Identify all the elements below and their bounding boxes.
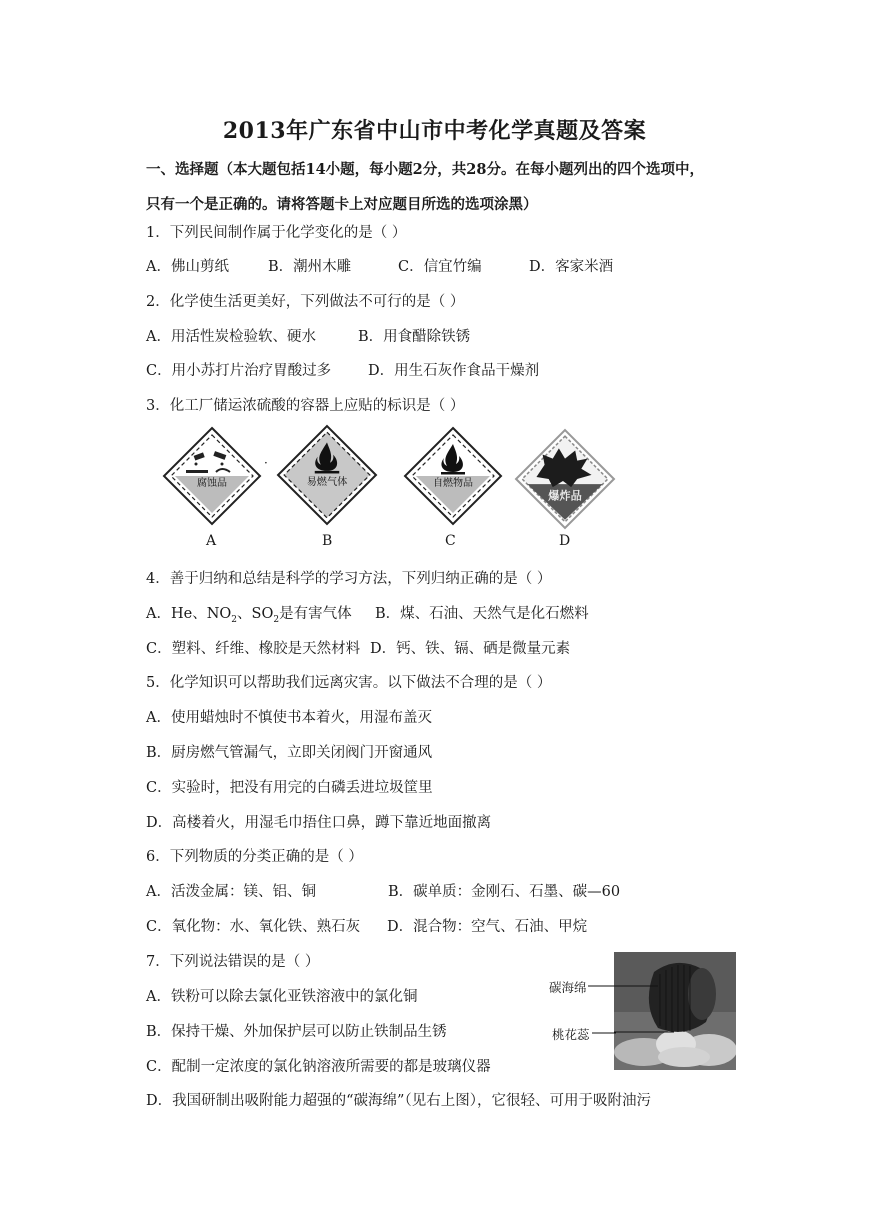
photo-label-carbon-sponge: 碳海绵 xyxy=(549,980,587,995)
explosive-sign xyxy=(514,428,616,530)
q4-option-c: C．塑料、纤维、橡胶是天然材料 xyxy=(146,641,361,657)
q6-stem: 6．下列物质的分类正确的是（ ） xyxy=(146,849,363,865)
q7-option-b: B．保持干燥、外加保护层可以防止铁制品生锈 xyxy=(146,1024,447,1040)
sign-d-letter: D xyxy=(559,533,571,549)
q2-option-d: D．用生石灰作食品干燥剂 xyxy=(368,363,540,379)
q6-option-b: B．碳单质：金刚石、石墨、碳—60 xyxy=(388,884,621,900)
flammable-gas-sign xyxy=(276,424,378,526)
q3-stem: 3．化工厂储运浓硫酸的容器上应贴的标识是（ ） xyxy=(146,398,465,414)
sign-b-letter: B xyxy=(322,533,333,549)
q1-option-c: C．信宜竹编 xyxy=(398,259,482,275)
sign-c-letter: C xyxy=(445,533,456,549)
q5-option-a: A．使用蜡烛时不慎使书本着火，用湿布盖灭 xyxy=(146,710,432,726)
sign-c-text: 自燃物品 xyxy=(433,478,473,489)
corrosive-sign xyxy=(162,426,262,526)
spontaneous-combustion-sign xyxy=(403,426,503,526)
q6-option-a: A．活泼金属：镁、铝、铜 xyxy=(146,884,316,900)
q5-option-b: B．厨房燃气管漏气，立即关闭阀门开窗通风 xyxy=(146,745,433,761)
q2-option-c: C．用小苏打片治疗胃酸过多 xyxy=(146,363,332,379)
q5-option-c: C．实验时，把没有用完的白磷丢进垃圾筐里 xyxy=(146,780,433,796)
q2-option-b: B．用食醋除铁锈 xyxy=(358,329,471,345)
pointer-line-sponge xyxy=(588,984,616,988)
q5-stem: 5．化学知识可以帮助我们远离灾害。以下做法不合理的是（ ） xyxy=(146,675,552,691)
separator-dot: · xyxy=(264,456,268,470)
q4-option-a: A．He、$NO_2$、$SO_2$是有害气体 xyxy=(146,606,352,625)
q1-option-b: B．潮州木雕 xyxy=(268,259,352,275)
q2-option-a: A．用活性炭检验软、硬水 xyxy=(146,329,316,345)
sign-a-text: 腐蚀品 xyxy=(197,478,227,489)
q6-option-d: D．混合物：空气、石油、甲烷 xyxy=(387,919,588,935)
q4-stem: 4．善于归纳和总结是科学的学习方法，下列归纳正确的是（ ） xyxy=(146,571,552,587)
q4-option-b: B．煤、石油、天然气是化石燃料 xyxy=(375,606,589,622)
photo-label-stamen: 桃花蕊 xyxy=(552,1027,590,1042)
q2-stem: 2．化学使生活更美好，下列做法不可行的是（ ） xyxy=(146,294,465,310)
q4-option-d: D．钙、铁、镉、硒是微量元素 xyxy=(370,641,571,657)
sign-d-text: 爆炸品 xyxy=(548,489,582,503)
q7-stem: 7．下列说法错误的是（ ） xyxy=(146,954,320,970)
section-heading-line2: 只有一个是正确的。请将答题卡上对应题目所选的选项涂黑） xyxy=(146,196,538,213)
q1-option-d: D．客家米酒 xyxy=(529,259,614,275)
q7-option-d: D．我国研制出吸附能力超强的“碳海绵”（见右上图），它很轻、可用于吸附油污 xyxy=(146,1093,651,1109)
sign-a-letter: A xyxy=(206,533,217,549)
page-title: 2013年广东省中山市中考化学真题及答案 xyxy=(222,118,647,144)
q7-option-a: A．铁粉可以除去氯化亚铁溶液中的氯化铜 xyxy=(146,989,418,1005)
q1-stem: 1．下列民间制作属于化学变化的是（ ） xyxy=(146,225,407,241)
q7-option-c: C．配制一定浓度的氯化钠溶液所需要的都是玻璃仪器 xyxy=(146,1059,491,1075)
q5-option-d: D．高楼着火，用湿毛巾捂住口鼻，蹲下靠近地面撤离 xyxy=(146,815,492,831)
q1-option-a: A．佛山剪纸 xyxy=(146,259,229,275)
section-heading-line1: 一、选择题（本大题包括14小题，每小题2分，共28分。在每小题列出的四个选项中， xyxy=(146,161,704,178)
pointer-line-stamen xyxy=(592,1031,616,1035)
carbon-sponge-photo xyxy=(614,952,736,1070)
sign-b-text: 易燃气体 xyxy=(306,477,348,489)
q6-option-c: C．氧化物：水、氧化铁、熟石灰 xyxy=(146,919,361,935)
